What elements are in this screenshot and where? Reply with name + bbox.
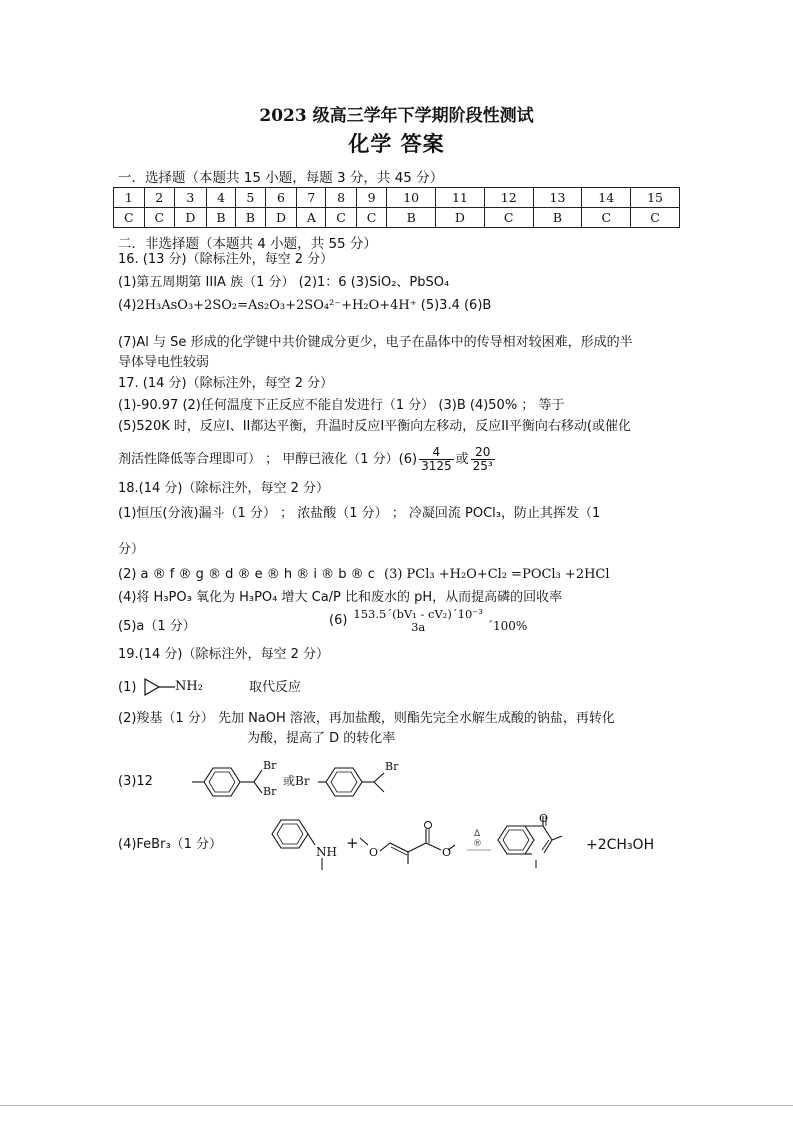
dibromo-br-bottom: Br bbox=[263, 785, 277, 798]
q18-line1: (1)恒压(分液)漏斗（1 分） ； 浓盐酸（1 分） ； 冷凝回流 POCl₃，防止其挥发（1 bbox=[118, 506, 601, 521]
q18-line4: (4)将 H₃PO₃ 氧化为 H₃PO₄ 增大 Ca/P 比和废水的 pH，从而提高磷的回收率 bbox=[118, 590, 563, 605]
quinolone-o-label: O bbox=[539, 812, 549, 825]
answer-table-answer-cell: C bbox=[114, 208, 145, 228]
ester-o-label: O bbox=[369, 846, 379, 859]
q18-header: 18.(14 分)（除标注外，每空 2 分） bbox=[118, 481, 330, 496]
q18-fraction bbox=[351, 608, 485, 634]
answer-table-answer-cell: C bbox=[582, 208, 631, 228]
answer-table bbox=[113, 187, 680, 228]
answer-table-answer-cell: A bbox=[297, 208, 326, 228]
q18-line5-formula bbox=[329, 608, 527, 634]
answer-table-number-cell: 2 bbox=[144, 188, 175, 208]
q16-line3: (7)Al 与 Se 形成的化学键中共价键成分更少，电子在晶体中的传导相对较困难，形成的半 bbox=[118, 335, 633, 350]
q16-line4: 导体导电性较弱 bbox=[118, 355, 210, 370]
q17-fraction-2-denominator: 25³ bbox=[472, 459, 493, 473]
answer-table-number-cell: 6 bbox=[265, 188, 297, 208]
answer-table-number-cell: 8 bbox=[326, 188, 357, 208]
q18-fraction-numerator: 153.5´(bV₁ - cV₂)´10⁻³ bbox=[353, 607, 483, 621]
quinolone-structure bbox=[496, 812, 576, 872]
section2-heading: 二．非选择题（本题共 4 小题，共 55 分） bbox=[118, 236, 377, 252]
answer-table-number-cell: 1 bbox=[114, 188, 145, 208]
document-subtitle: 化学 答案 bbox=[348, 132, 445, 156]
q19-line4-label: (3)12 bbox=[118, 774, 153, 789]
answer-table-answer-cell: C bbox=[326, 208, 357, 228]
answer-table-answer-cell: C bbox=[356, 208, 387, 228]
answer-table-answer-cell: B bbox=[533, 208, 582, 228]
section1-heading: 一．选择题（本题共 15 小题，每题 3 分，共 45 分） bbox=[118, 170, 444, 186]
q19-line5-label: (4)FeBr₃（1 分） bbox=[118, 837, 223, 852]
q19-nh2-label: NH₂ bbox=[175, 679, 203, 694]
structure2-br: Br bbox=[385, 760, 399, 773]
q17-fraction-2 bbox=[471, 446, 495, 473]
page-bottom-border bbox=[0, 1105, 793, 1106]
q16-header: 16. (13 分)（除标注外，每空 2 分） bbox=[118, 252, 334, 267]
amine-nh-label: NH bbox=[316, 845, 337, 859]
q16-part4-equation: 2H₃AsO₃+2SO₂=As₂O₃+2SO₄²⁻+H₂O+4H⁺ bbox=[136, 298, 417, 313]
answer-table-answer-cell: D bbox=[265, 208, 297, 228]
answer-table-number-cell: 14 bbox=[582, 188, 631, 208]
reaction-products: +2CH₃OH bbox=[586, 837, 655, 853]
answer-table-number-cell: 10 bbox=[387, 188, 436, 208]
answer-table-number-row bbox=[114, 188, 680, 208]
answer-table-answer-row bbox=[114, 208, 680, 228]
answer-table-number-cell: 11 bbox=[436, 188, 485, 208]
q19-line1-answer: 取代反应 bbox=[249, 680, 302, 695]
answer-table-answer-cell: B bbox=[387, 208, 436, 228]
svg-text:Δ: Δ bbox=[474, 829, 481, 839]
reaction-arrow-icon bbox=[465, 826, 495, 856]
q17-line3 bbox=[118, 446, 495, 473]
answer-table-answer-cell: C bbox=[144, 208, 175, 228]
ester-structure bbox=[358, 818, 468, 868]
q17-fraction-2-numerator: 20 bbox=[471, 446, 495, 460]
answer-table-answer-cell: D bbox=[436, 208, 485, 228]
q16-part5-6: (5)3.4 (6)B bbox=[416, 298, 492, 313]
q18-part6-label: (6) bbox=[329, 613, 348, 628]
answer-table-answer-cell: C bbox=[484, 208, 533, 228]
answer-table-number-cell: 12 bbox=[484, 188, 533, 208]
q19-header: 19.(14 分)（除标注外，每空 2 分） bbox=[118, 647, 330, 662]
q16-part4-label: (4) bbox=[118, 298, 137, 313]
q17-line2: (5)520K 时，反应I、II都达平衡，升温时反应I平衡向左移动，反应II平衡向右移动(或催化 bbox=[118, 419, 631, 434]
q16-line2 bbox=[118, 298, 491, 314]
q17-or: 或 bbox=[455, 451, 469, 467]
answer-table-number-cell: 13 bbox=[533, 188, 582, 208]
q18-percent: ´100% bbox=[486, 619, 528, 633]
q17-fraction-1-numerator: 4 bbox=[419, 446, 454, 460]
q17-header: 17. (14 分)（除标注外，每空 2 分） bbox=[118, 376, 334, 391]
answer-table-answer-cell: D bbox=[175, 208, 207, 228]
svg-text:®: ® bbox=[473, 839, 482, 849]
q19-or-br: 或Br bbox=[283, 774, 310, 788]
q19-line2: (2)羧基（1 分） 先加 NaOH 溶液，再加盐酸，则酯先完全水解生成酸的钠盐，再转化 bbox=[118, 711, 615, 726]
answer-table-number-cell: 7 bbox=[297, 188, 326, 208]
q19-line1-label: (1) bbox=[118, 680, 137, 695]
q17-fraction-1 bbox=[419, 446, 454, 473]
q16-line1: (1)第五周期第 IIIA 族（1 分） (2)1：6 (3)SiO₂、PbSO₄ bbox=[118, 275, 450, 290]
answer-table-answer-cell: B bbox=[206, 208, 235, 228]
document-title: 2023 级高三学年下学期阶段性测试 bbox=[259, 106, 534, 126]
q18-line3-a: (2) a ® f ® g ® d ® e ® h ® i ® b ® c bbox=[118, 567, 375, 582]
q18-line3-b: (3) PCl₃ +H₂O+Cl₂ =POCl₃ +2HCl bbox=[384, 567, 610, 582]
answer-table-number-cell: 5 bbox=[236, 188, 265, 208]
answer-table-number-cell: 9 bbox=[356, 188, 387, 208]
answer-table-number-cell: 4 bbox=[206, 188, 235, 208]
answer-table-number-cell: 3 bbox=[175, 188, 207, 208]
q18-line5-a: (5)a（1 分） bbox=[118, 619, 196, 634]
ester-o-label-2: O bbox=[442, 846, 452, 859]
answer-table-answer-cell: C bbox=[631, 208, 680, 228]
q17-line3-text: 剂活性降低等合理即可） ； 甲醇已液化（1 分）(6) bbox=[118, 451, 418, 467]
q19-line3: 为酸，提高了 D 的转化率 bbox=[247, 731, 396, 746]
plus-sign: + bbox=[346, 834, 359, 852]
q18-fraction-denominator: 3a bbox=[411, 620, 426, 634]
answer-table-answer-cell: B bbox=[236, 208, 265, 228]
q17-fraction-1-denominator: 3125 bbox=[421, 459, 452, 473]
q18-line2: 分） bbox=[118, 542, 145, 557]
dibromo-br-top: Br bbox=[263, 759, 277, 772]
answer-table-number-cell: 15 bbox=[631, 188, 680, 208]
q17-line1: (1)-90.97 (2)任何温度下正反应不能自发进行（1 分） (3)B (4)50% ； 等于 bbox=[118, 398, 565, 413]
